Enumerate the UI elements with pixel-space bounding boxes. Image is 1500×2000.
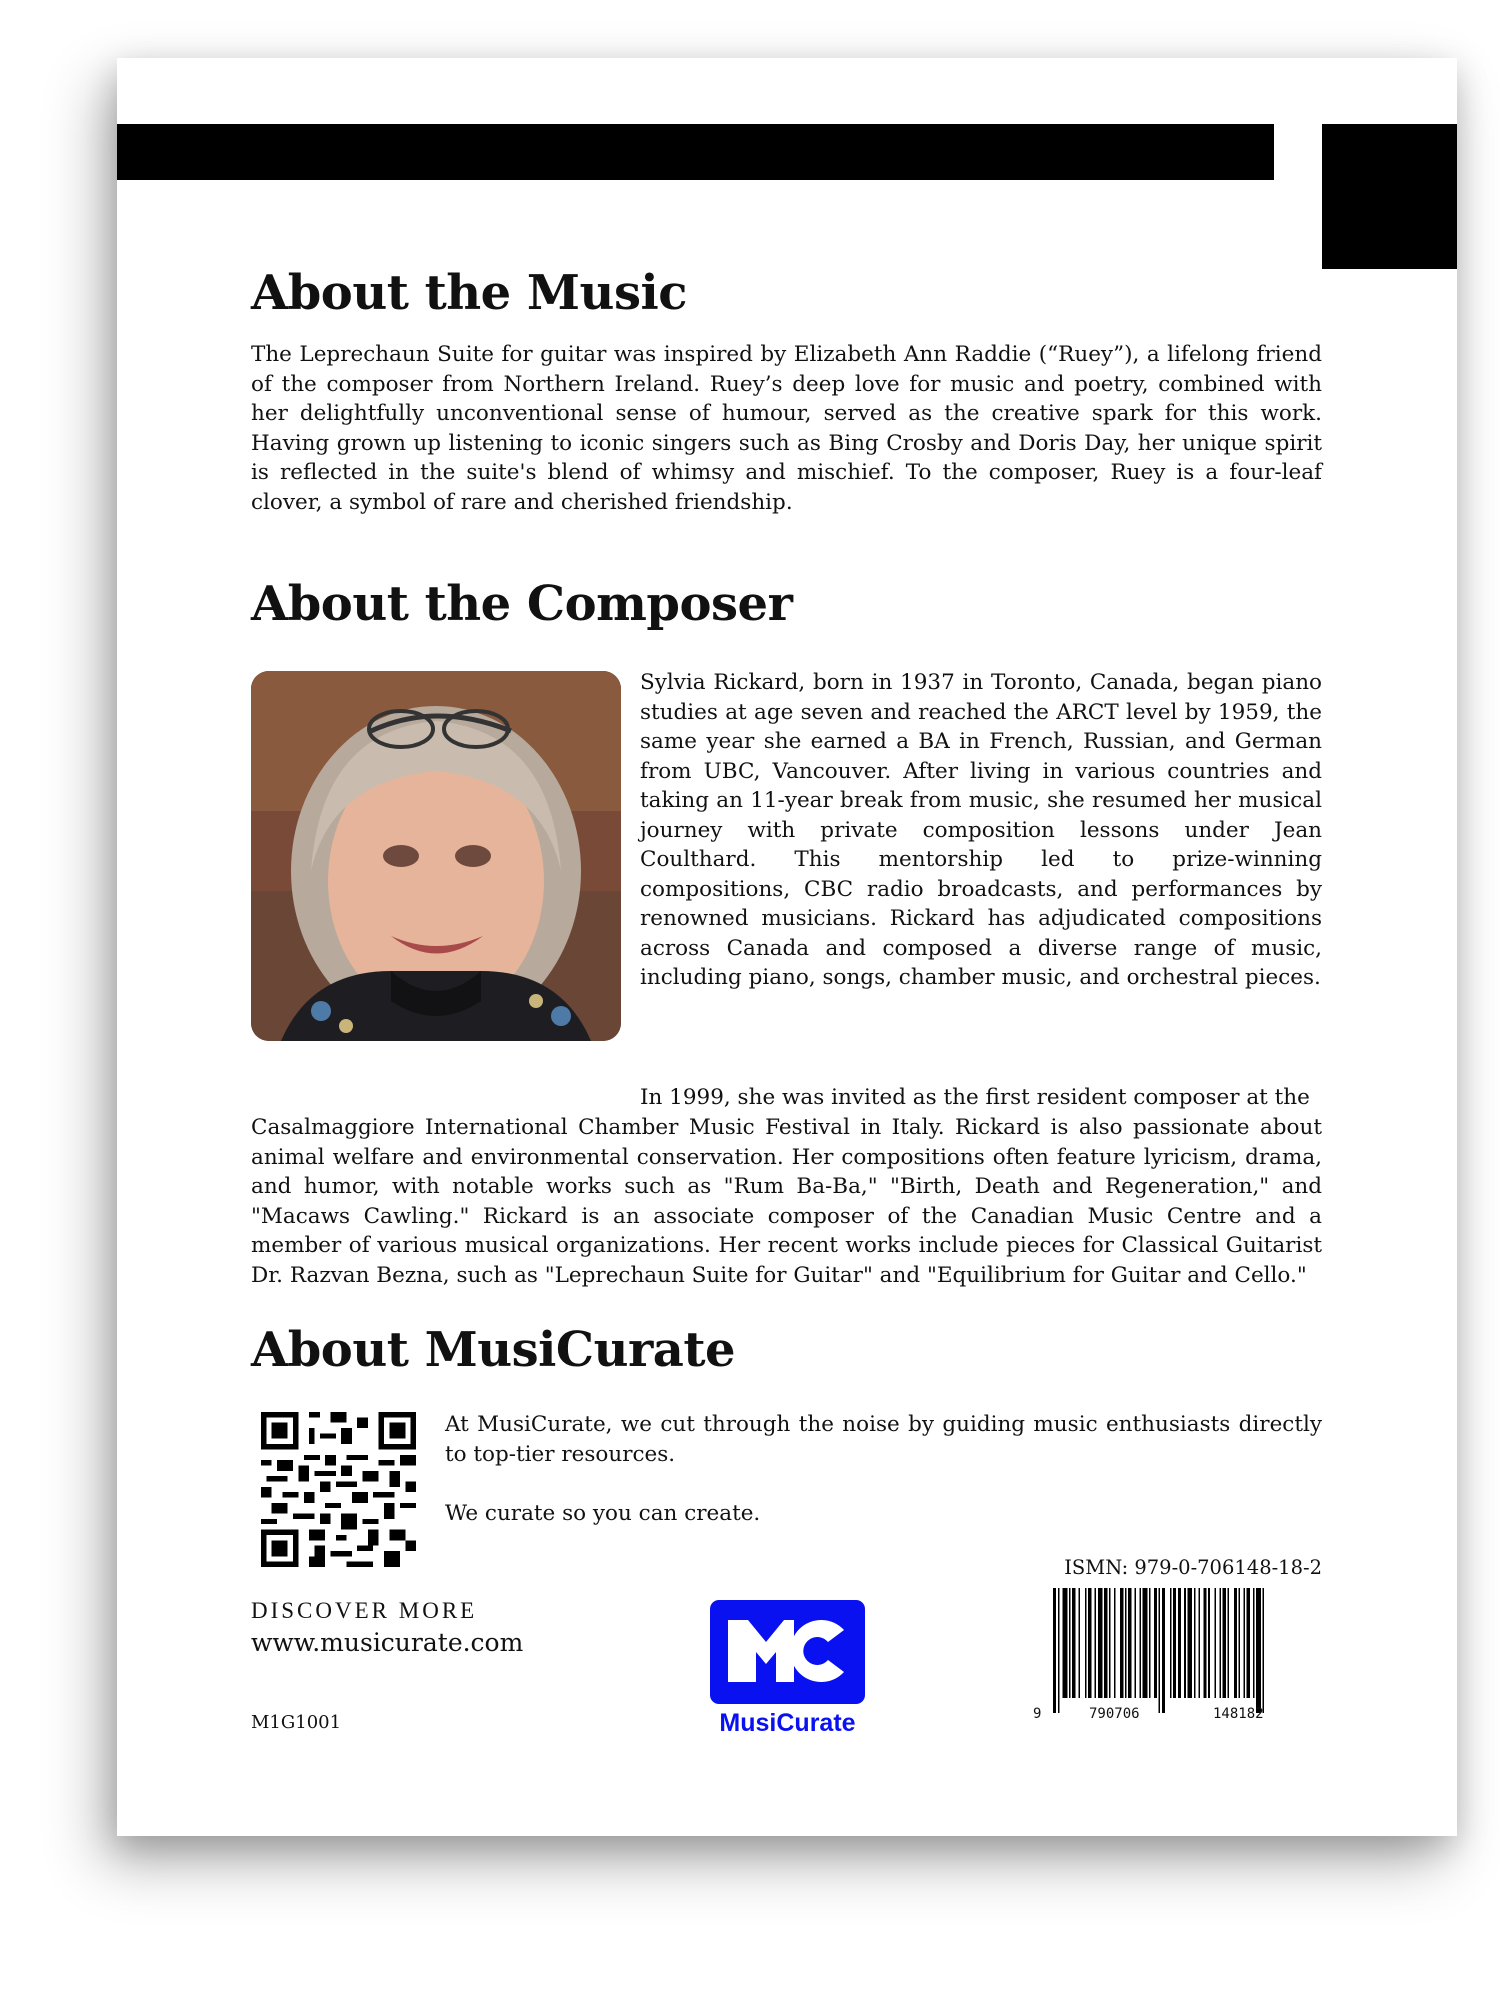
musicurate-tagline: We curate so you can create. bbox=[445, 1501, 761, 1526]
barcode-bar bbox=[1159, 1588, 1161, 1713]
portrait-illustration bbox=[251, 671, 621, 1041]
barcode-bar bbox=[1135, 1588, 1137, 1698]
barcode-bar bbox=[1109, 1588, 1111, 1698]
back-cover bbox=[117, 58, 1457, 1836]
barcode-bar bbox=[1058, 1588, 1060, 1713]
barcode-digits-left: 790706 bbox=[1089, 1706, 1140, 1722]
barcode-bar bbox=[1263, 1588, 1265, 1713]
barcode-bar bbox=[1053, 1588, 1056, 1713]
top-black-block bbox=[1322, 124, 1457, 269]
barcode-bar bbox=[1095, 1588, 1097, 1698]
barcode-bar bbox=[1208, 1588, 1210, 1698]
barcode-bar bbox=[1194, 1588, 1196, 1698]
barcode-digit-prefix: 9 bbox=[1033, 1706, 1042, 1722]
barcode-bar bbox=[1098, 1588, 1103, 1698]
composer-portrait-image bbox=[251, 671, 621, 1041]
musicurate-logo-text: MusiCurate bbox=[719, 1709, 856, 1737]
barcode-bar bbox=[1199, 1588, 1201, 1698]
barcode-bar bbox=[1069, 1588, 1071, 1698]
barcode-bar bbox=[1173, 1588, 1176, 1698]
barcode-bar bbox=[1223, 1588, 1226, 1698]
barcode-bar bbox=[1170, 1588, 1172, 1698]
catalog-code: M1G1001 bbox=[251, 1712, 342, 1733]
composer-bio-wrapped: Sylvia Rickard, born in 1937 in Toronto, Canada, began piano studies at age seven and reached the ARCT level by 1959, the same year she earned a BA in French, Russian, and German from UBC, Vancouver. After living in various countries and taking an 11-year break from music, she resumed her musical journey with private composition lessons under Jean Coulthard. This mentorship led to prize-winning compositions, CBC radio broadcasts, and performances by renowned musicians. Rickard has adjudicated compositions across Canada and composed a diverse range of music, including piano, songs, chamber music, and orchestral pieces. bbox=[640, 670, 1322, 990]
barcode-bar bbox=[1219, 1588, 1221, 1698]
barcode-bar bbox=[1215, 1588, 1217, 1698]
about-music-heading: About the Music bbox=[251, 265, 687, 321]
about-musicurate-heading: About MusiCurate bbox=[251, 1322, 736, 1378]
qr-code-icon[interactable] bbox=[261, 1412, 416, 1567]
musicurate-logo-icon bbox=[710, 1600, 865, 1704]
barcode-bar bbox=[1184, 1588, 1186, 1698]
barcode-bar bbox=[1088, 1588, 1091, 1698]
musicurate-description: At MusiCurate, we cut through the noise by guiding music enthusiasts directly to top-tier resources. bbox=[445, 1412, 1322, 1467]
barcode-bar bbox=[1227, 1588, 1229, 1698]
barcode-bar bbox=[1243, 1588, 1245, 1698]
barcode-bar bbox=[1203, 1588, 1206, 1698]
ismn-number: ISMN: 979-0-706148-18-2 bbox=[1064, 1556, 1322, 1579]
logo-mc-mark bbox=[710, 1600, 865, 1704]
barcode-bar bbox=[1079, 1588, 1081, 1698]
barcode-bar bbox=[1072, 1588, 1075, 1698]
about-composer-heading: About the Composer bbox=[251, 576, 793, 632]
barcode-bar bbox=[1247, 1588, 1250, 1698]
barcode-bar bbox=[1178, 1588, 1181, 1698]
composer-bio-second-rest: Casalmaggiore International Chamber Music Festival in Italy. Rickard is also passionate about animal welfare and environmental conservation. Her compositions often feature lyricism, drama, and humor, with notable works such as "Rum Ba-Ba," "Birth, Death and Regeneration," and "Macaws Cawling." Rickard is an associate composer of the Canadian Music Centre and a member of various musical organizations. Her recent works include pieces for Classical Guitarist Dr. Razvan Bezna, such as "Leprechaun Suite for Guitar" and "Equilibrium for Guitar and Cello." bbox=[251, 1115, 1322, 1288]
website-link[interactable]: www.musicurate.com bbox=[251, 1628, 524, 1657]
barcode-bar bbox=[1239, 1588, 1241, 1698]
barcode-bar bbox=[1128, 1588, 1131, 1698]
barcode-bar bbox=[1085, 1588, 1087, 1698]
barcode-bar bbox=[1253, 1588, 1255, 1698]
barcode-digits-right: 148182 bbox=[1213, 1706, 1264, 1722]
barcode-bar bbox=[1139, 1588, 1141, 1698]
barcode-bar bbox=[1114, 1588, 1116, 1698]
barcode-bar bbox=[1120, 1588, 1123, 1698]
composer-bio-second-start: In 1999, she was invited as the first resident composer at the bbox=[640, 1085, 1310, 1110]
discover-more-label: DISCOVER MORE bbox=[251, 1598, 478, 1623]
about-music-text: The Leprechaun Suite for guitar was inspired by Elizabeth Ann Raddie (“Ruey”), a lifelong friend of the composer from Northern Ireland. Ruey’s deep love for music and poetry, combined with her delightfully unconventional sense of humour, served as the creative spark for this work. Having grown up listening to iconic singers such as Bing Crosby and Doris Day, her unique spirit is reflected in the suite's blend of whimsy and mischief. To the composer, Ruey is a four-leaf clover, a symbol of rare and cherished friendship. bbox=[251, 342, 1322, 515]
barcode-bar bbox=[1143, 1588, 1148, 1698]
barcode-bar bbox=[1187, 1588, 1192, 1698]
barcode-bar bbox=[1154, 1588, 1157, 1698]
barcode-bar bbox=[1162, 1588, 1165, 1713]
barcode-bar bbox=[1234, 1588, 1237, 1698]
barcode-bar bbox=[1125, 1588, 1127, 1698]
barcode-bar bbox=[1063, 1588, 1068, 1698]
barcode-bar bbox=[1149, 1588, 1151, 1698]
top-black-bar bbox=[117, 124, 1274, 180]
barcode-bar bbox=[1256, 1588, 1261, 1713]
barcode-icon bbox=[1051, 1588, 1323, 1713]
barcode-bar bbox=[1104, 1588, 1107, 1698]
